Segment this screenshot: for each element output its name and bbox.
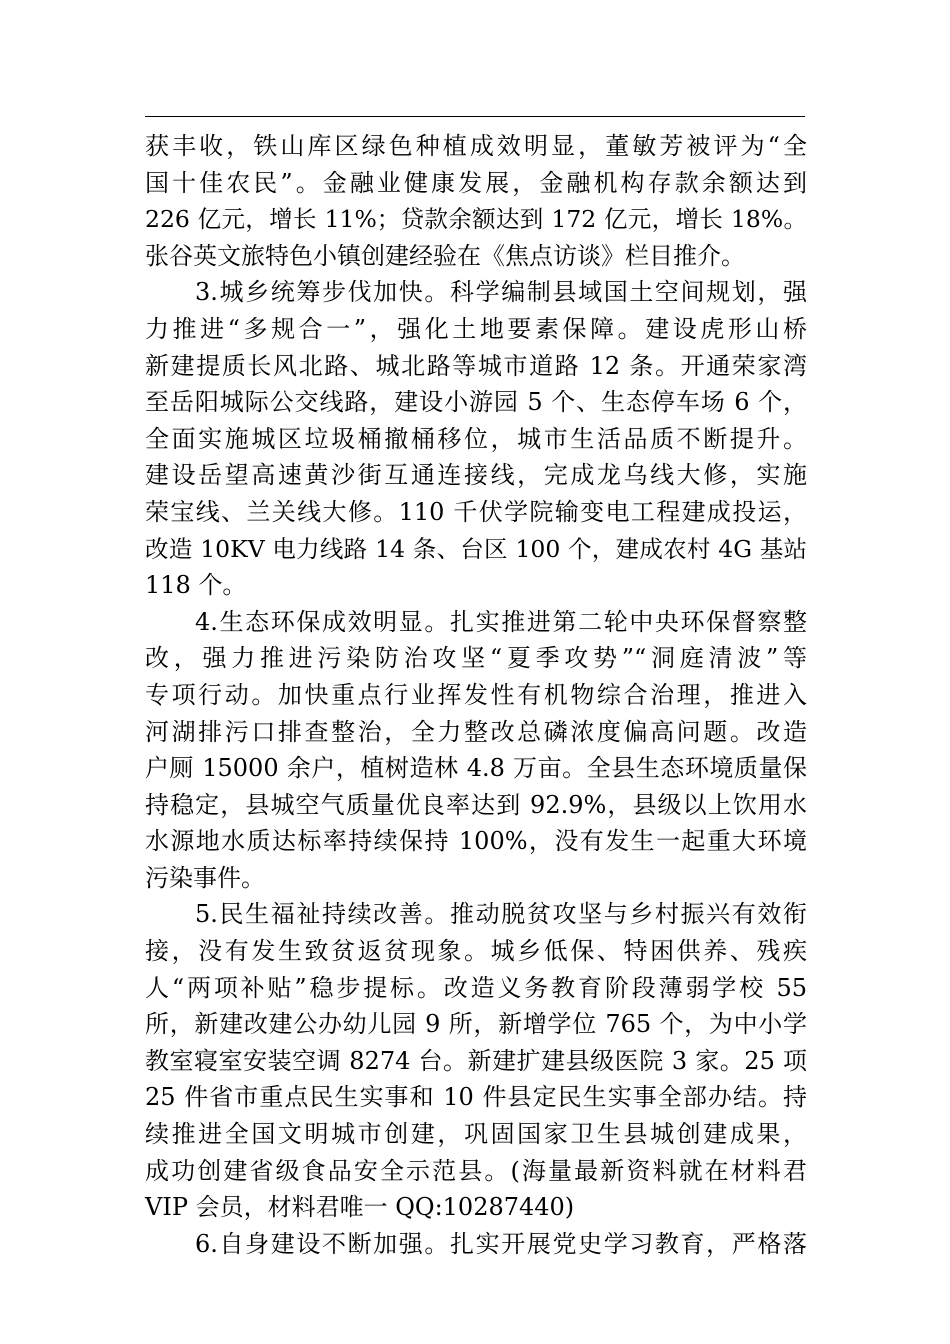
- text-line: 荣宝线、兰关线大修。110 千伏学院输变电工程建成投运，: [145, 497, 807, 526]
- text-line: 接，没有发生致贫返贫现象。城乡低保、特困供养、残疾: [145, 937, 807, 966]
- text-line: 持稳定，县城空气质量优良率达到 92.9%，县级以上饮用水: [145, 790, 807, 819]
- text-line: 25 件省市重点民生实事和 10 件县定民生实事全部办结。持: [145, 1083, 807, 1112]
- text-line: 3.城乡统筹步伐加快。科学编制县域国土空间规划，强: [195, 278, 807, 307]
- text-line: VIP 会员，材料君唯一 QQ:10287440): [145, 1193, 575, 1222]
- text-line: 至岳阳城际公交线路，建设小游园 5 个、生态停车场 6 个，: [145, 388, 807, 417]
- text-line: 118 个。: [145, 571, 247, 600]
- text-line: 4.生态环保成效明显。扎实推进第二轮中央环保督察整: [195, 607, 807, 636]
- text-line: 续推进全国文明城市创建，巩固国家卫生县城创建成果，: [145, 1120, 807, 1149]
- text-line: 226 亿元，增长 11%；贷款余额达到 172 亿元，增长 18%。: [145, 205, 807, 234]
- text-line: 教室寝室安装空调 8274 台。新建扩建县级医院 3 家。25 项: [145, 1046, 807, 1075]
- text-line: 河湖排污口排查整治，全力整改总磷浓度偏高问题。改造: [145, 717, 807, 746]
- text-line: 全面实施城区垃圾桶撤桶移位，城市生活品质不断提升。: [145, 424, 807, 453]
- text-line: 改，强力推进污染防治攻坚“夏季攻势”“洞庭清波”等: [145, 644, 807, 673]
- text-line: 新建提质长风北路、城北路等城市道路 12 条。开通荣家湾: [145, 351, 807, 380]
- text-line: 获丰收，铁山库区绿色种植成效明显，董敏芳被评为“全: [145, 132, 807, 160]
- text-line: 所，新建改建公办幼儿园 9 所，新增学位 765 个，为中小学: [145, 1010, 807, 1039]
- text-line: 专项行动。加快重点行业挥发性有机物综合治理，推进入: [145, 680, 807, 709]
- text-line: 6.自身建设不断加强。扎实开展党史学习教育，严格落: [195, 1229, 807, 1258]
- text-line: 5.民生福祉持续改善。推动脱贫攻坚与乡村振兴有效衔: [195, 900, 807, 929]
- text-line: 国十佳农民”。金融业健康发展，金融机构存款余额达到: [145, 168, 807, 197]
- text-line: 力推进“多规合一”，强化土地要素保障。建设虎形山桥: [145, 314, 807, 343]
- body-text: [145, 128, 807, 1262]
- text-line: 污染事件。: [145, 863, 265, 892]
- text-line: 水源地水质达标率持续保持 100%，没有发生一起重大环境: [145, 827, 807, 856]
- header-rule: [145, 116, 805, 117]
- text-line: 成功创建省级食品安全示范县。(海量最新资料就在材料君: [145, 1156, 807, 1185]
- text-line: 张谷英文旅特色小镇创建经验在《焦点访谈》栏目推介。: [145, 241, 745, 270]
- text-line: 改造 10KV 电力线路 14 条、台区 100 个，建成农村 4G 基站: [145, 534, 807, 563]
- text-line: 户厕 15000 余户，植树造林 4.8 万亩。全县生态环境质量保: [145, 754, 807, 783]
- text-line: 建设岳望高速黄沙街互通连接线，完成龙乌线大修，实施: [145, 461, 807, 490]
- text-line: 人“两项补贴”稳步提标。改造义务教育阶段薄弱学校 55: [145, 973, 807, 1002]
